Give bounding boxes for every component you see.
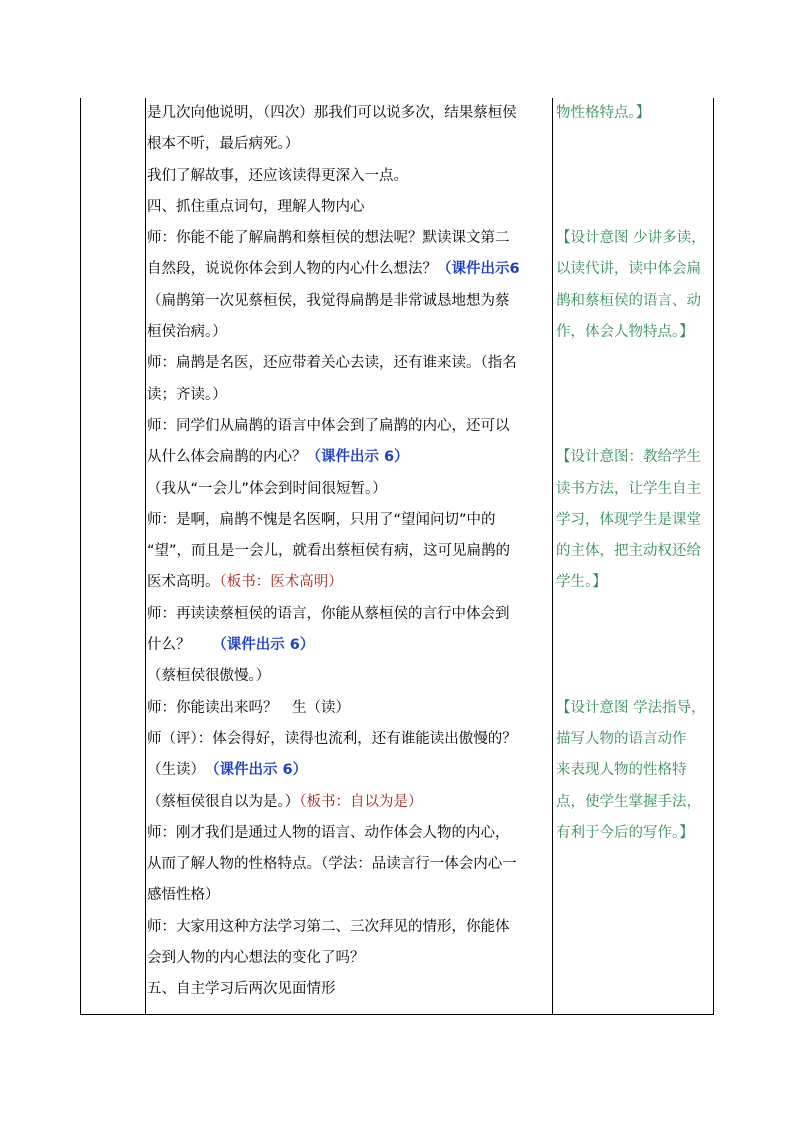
lesson-line xyxy=(147,98,553,129)
design-note-line: 以读代讲，读中体会扁 xyxy=(556,261,701,278)
lesson-line xyxy=(147,192,553,223)
design-note-line: 作，体会人物特点。】 xyxy=(556,324,694,341)
lesson-line xyxy=(147,223,553,254)
lesson-line xyxy=(147,661,553,692)
lesson-line xyxy=(147,755,553,786)
lesson-text: 感悟性格） xyxy=(147,887,220,904)
lesson-line xyxy=(147,348,553,379)
table-border-col1 xyxy=(145,98,146,1015)
lesson-line xyxy=(147,880,553,911)
lesson-text: 桓侯治病。） xyxy=(147,324,227,341)
lesson-line xyxy=(147,505,553,536)
design-note-line: 鹊和蔡桓侯的语言、动 xyxy=(556,292,701,309)
lesson-text: 从而了解人物的性格特点。（学法：品读言行一体会内心一 xyxy=(147,856,517,873)
lesson-line xyxy=(147,943,553,974)
lesson-text: （蔡桓侯很傲慢。） xyxy=(147,668,271,685)
design-note-line: 来表现人物的性格特 xyxy=(556,762,687,779)
lesson-text: 师：你能读出来吗？ 生（读） xyxy=(147,699,350,716)
design-note-line: 有利于今后的写作。】 xyxy=(556,824,694,841)
lesson-line xyxy=(147,286,553,317)
lesson-line xyxy=(147,254,553,285)
design-note xyxy=(556,98,716,129)
table-border-left xyxy=(80,98,81,1015)
lesson-text: （扁鹊第一次见蔡桓侯，我觉得扁鹊是非常诚恳地想为蔡 xyxy=(147,292,510,309)
board-note: （板书：自以为是） xyxy=(299,793,423,810)
design-note xyxy=(556,693,716,849)
design-note-line: 描写人物的语言动作 xyxy=(556,730,687,747)
design-note xyxy=(556,223,716,348)
lesson-line xyxy=(147,380,553,411)
lesson-text: （我从“一会儿”体会到时间很短暂。） xyxy=(147,480,387,497)
lesson-line xyxy=(147,411,553,442)
lesson-text: 师（评）：体会得好，读得也流利，还有谁能读出傲慢的？ xyxy=(147,730,517,747)
lesson-line xyxy=(147,974,553,1005)
lesson-text: （生读） xyxy=(147,762,213,779)
design-note-line: 的主体，把主动权还给 xyxy=(556,543,701,560)
board-note: （板书：医术高明） xyxy=(219,574,343,591)
design-note-line: 物性格特点。】 xyxy=(556,105,651,121)
lesson-line xyxy=(147,599,553,630)
lesson-text: 从什么体会扁鹊的内心？ xyxy=(147,449,307,466)
design-note-line: 【设计意图 学法指导， xyxy=(556,699,706,716)
lesson-text: 师：大家用这种方法学习第二、三次拜见的情形，你能体 xyxy=(147,918,510,935)
design-note-line: 读书方法，让学生自主 xyxy=(556,480,701,497)
lesson-text: 是几次向他说明，（四次）那我们可以说多次，结果蔡桓侯 xyxy=(147,105,517,121)
lesson-text: 五、自主学习后两次见面情形 xyxy=(147,981,336,998)
design-note-line: 【设计意图 少讲多读， xyxy=(556,230,706,247)
courseware-note: （课件出示 6） xyxy=(306,449,409,466)
lesson-line xyxy=(147,912,553,943)
lesson-line xyxy=(147,317,553,348)
design-note-line: 【设计意图：教给学生 xyxy=(556,449,701,466)
lesson-text: （蔡桓侯很自以为是。） xyxy=(147,793,300,810)
lesson-line xyxy=(147,536,553,567)
design-note xyxy=(556,442,716,598)
lesson-line xyxy=(147,787,553,818)
lesson-content-cell xyxy=(147,98,553,1006)
lesson-line xyxy=(147,442,553,473)
lesson-text: 医术高明。 xyxy=(147,574,220,591)
lesson-text: 四、抓住重点词句，理解人物内心 xyxy=(147,198,365,215)
courseware-note: （课件出示 6） xyxy=(219,637,315,654)
design-note-line: 学生。】 xyxy=(556,574,607,591)
lesson-text: 师：刚才我们是通过人物的语言、动作体会人物的内心， xyxy=(147,824,510,841)
lesson-line xyxy=(147,818,553,849)
lesson-text: 师：同学们从扁鹊的语言中体会到了扁鹊的内心，还可以 xyxy=(147,417,510,434)
lesson-text: 师：扁鹊是名医，还应带着关心去读，还有谁来读。（指名 xyxy=(147,355,517,372)
lesson-text: “望”，而且是一会儿，就看出蔡桓侯有病，这可见扁鹊的 xyxy=(147,543,511,560)
lesson-text: 师：再读读蔡桓侯的语言，你能从蔡桓侯的言行中体会到 xyxy=(147,605,510,622)
lesson-line xyxy=(147,129,553,160)
lesson-text: 我们了解故事，还应该读得更深入一点。 xyxy=(147,167,408,184)
design-note-line: 点，使学生掌握手法， xyxy=(556,793,701,810)
lesson-line xyxy=(147,693,553,724)
design-note-line: 学习，体现学生是课堂 xyxy=(556,511,701,528)
courseware-note: （课件出示6 xyxy=(437,261,520,278)
lesson-line xyxy=(147,567,553,598)
lesson-text: 师：是啊，扁鹊不愧是名医啊，只用了“望闻问切”中的 xyxy=(147,511,496,528)
courseware-note: （课件出示 6） xyxy=(212,762,308,779)
lesson-text: 根本不听，最后病死。） xyxy=(147,136,300,153)
lesson-line xyxy=(147,474,553,505)
lesson-line xyxy=(147,849,553,880)
table-border-bottom xyxy=(80,1014,714,1015)
lesson-text: 什么？ xyxy=(147,637,220,654)
lesson-text: 自然段，说说你体会到人物的内心什么想法？ xyxy=(147,261,437,278)
lesson-line xyxy=(147,630,553,661)
lesson-text: 会到人物的内心想法的变化了吗？ xyxy=(147,950,365,967)
lesson-line xyxy=(147,724,553,755)
lesson-text: 师：你能不能了解扁鹊和蔡桓侯的想法呢？默读课文第二 xyxy=(147,230,510,247)
lesson-line xyxy=(147,161,553,192)
lesson-text: 读；齐读。） xyxy=(147,386,227,403)
